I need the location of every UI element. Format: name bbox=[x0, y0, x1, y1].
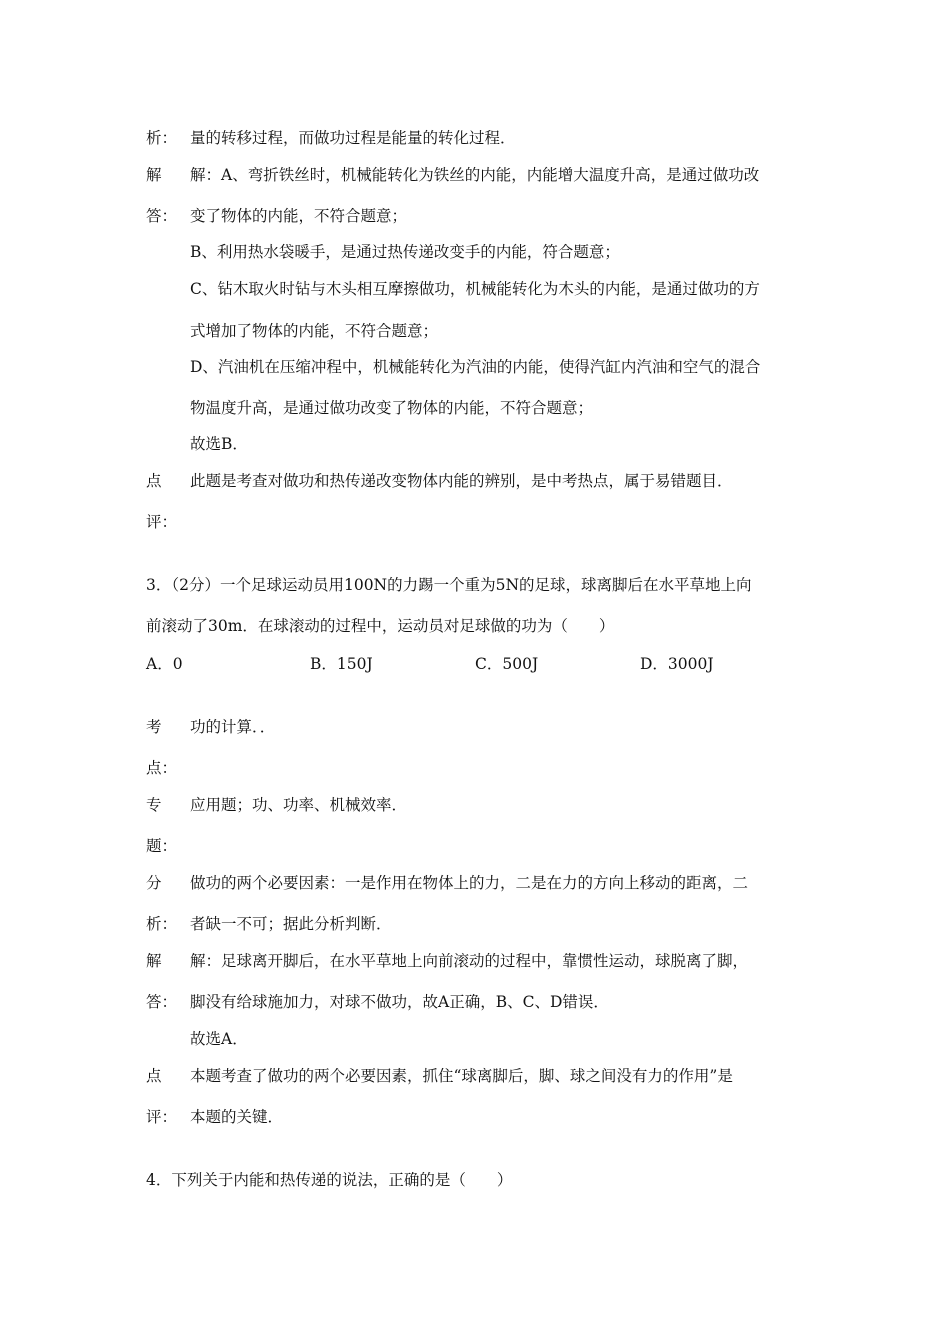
q3-solution-line: 脚没有给球施加力，对球不做功，故A正确，B、C、D错误． bbox=[190, 993, 609, 1011]
q3-analysis-line: 做功的两个必要因素：一是作用在物体上的力，二是在力的方向上移动的距离，二 bbox=[190, 874, 749, 892]
q2-solution-line: 式增加了物体的内能，不符合题意； bbox=[190, 322, 439, 340]
q3-comment-label-2: 评： bbox=[146, 1108, 178, 1126]
q2-solution-line: C、钻木取火时钻与木头相互摩擦做功，机械能转化为木头的内能，是通过做功的方 bbox=[190, 280, 760, 298]
q4-stem: 4．下列关于内能和热传递的说法，正确的是（ ） bbox=[146, 1171, 513, 1189]
q3-solution-line: 故选A． bbox=[190, 1030, 248, 1048]
q2-comment-label-2: 评： bbox=[146, 513, 178, 531]
q2-solution-line: 变了物体的内能，不符合题意； bbox=[190, 207, 408, 225]
q3-option-a: A．0 bbox=[146, 655, 183, 673]
q3-kp-label-1: 考 bbox=[146, 718, 162, 736]
q3-option-b: B．150J bbox=[310, 655, 373, 673]
q2-solution-line: D、汽油机在压缩冲程中，机械能转化为汽油的内能，使得汽缸内汽油和空气的混合 bbox=[190, 358, 761, 376]
q2-solution-line: B、利用热水袋暖手，是通过热传递改变手的内能，符合题意； bbox=[190, 243, 620, 261]
q2-solution-line: 故选B． bbox=[190, 435, 248, 453]
q3-topic-label-1: 专 bbox=[146, 796, 162, 814]
q3-kp-text: 功的计算．． bbox=[190, 718, 276, 736]
q3-comment-line: 本题考查了做功的两个必要因素，抓住“球离脚后，脚、球之间没有力的作用”是 bbox=[190, 1067, 733, 1085]
q2-comment-label-1: 点 bbox=[146, 472, 162, 490]
q3-option-c: C．500J bbox=[475, 655, 539, 673]
q3-comment-label-1: 点 bbox=[146, 1067, 162, 1085]
q3-solution-label-2: 答： bbox=[146, 993, 178, 1011]
q3-comment-line: 本题的关键． bbox=[190, 1108, 284, 1126]
q2-solution-label-1: 解 bbox=[146, 166, 162, 184]
q3-stem-line-1: 3．（2分）一个足球运动员用100N的力踢一个重为5N的足球，球离脚后在水平草地上向 bbox=[146, 576, 752, 594]
q2-solution-line: 物温度升高，是通过做功改变了物体的内能，不符合题意； bbox=[190, 399, 594, 417]
q3-solution-line: 解：足球离开脚后，在水平草地上向前滚动的过程中，靠惯性运动，球脱离了脚， bbox=[190, 952, 749, 970]
q2-analysis-label: 析： bbox=[146, 129, 178, 147]
q2-analysis-text: 量的转移过程，而做功过程是能量的转化过程． bbox=[190, 129, 516, 147]
q2-solution-label-2: 答： bbox=[146, 207, 178, 225]
q3-analysis-line: 者缺一不可；据此分析判断． bbox=[190, 915, 392, 933]
q2-solution-line: 解：A、弯折铁丝时，机械能转化为铁丝的内能，内能增大温度升高，是通过做功改 bbox=[190, 166, 760, 184]
q3-solution-label-1: 解 bbox=[146, 952, 162, 970]
q2-comment-text: 此题是考查对做功和热传递改变物体内能的辨别，是中考热点，属于易错题目． bbox=[190, 472, 733, 490]
q3-analysis-label-2: 析： bbox=[146, 915, 178, 933]
q3-kp-label-2: 点： bbox=[146, 759, 178, 777]
q3-analysis-label-1: 分 bbox=[146, 874, 162, 892]
q3-topic-label-2: 题： bbox=[146, 837, 178, 855]
q3-stem-line-2: 前滚动了30m．在球滚动的过程中，运动员对足球做的功为（ ） bbox=[146, 617, 615, 635]
q3-option-d: D．3000J bbox=[640, 655, 714, 673]
q3-topic-text: 应用题；功、功率、机械效率． bbox=[190, 796, 408, 814]
